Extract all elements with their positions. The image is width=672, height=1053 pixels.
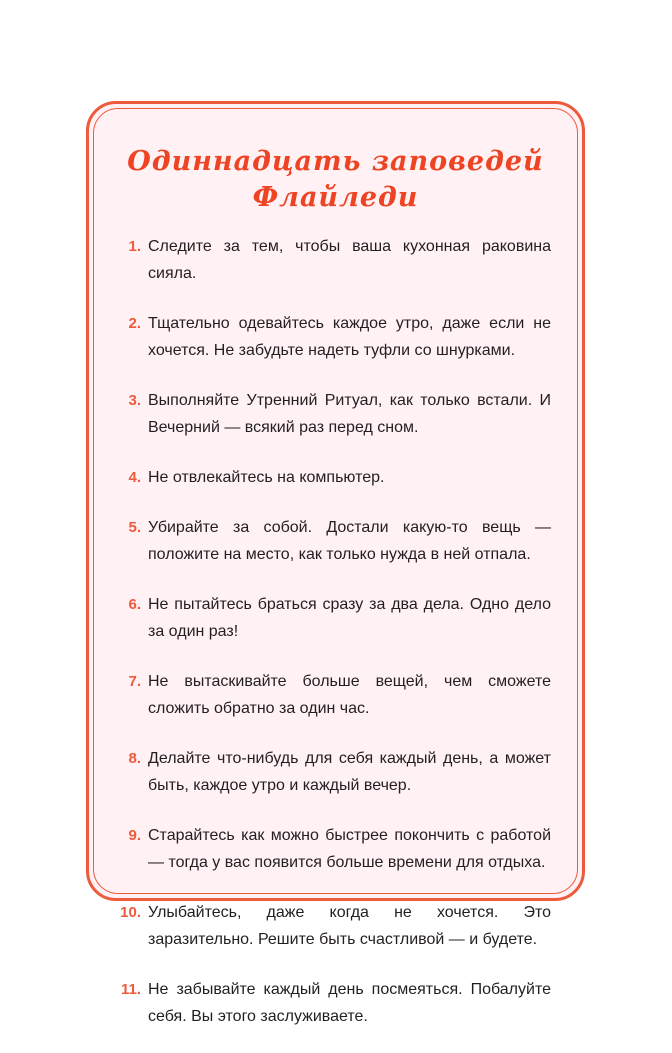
item-number: 3. bbox=[128, 392, 141, 409]
item-text: Следите за тем, чтобы ваша кухонная раковина сияла. bbox=[148, 238, 551, 282]
commandments-list bbox=[89, 233, 582, 1053]
list-item bbox=[89, 976, 582, 1030]
item-number: 4. bbox=[128, 469, 141, 486]
title-line-1: Одиннадцать заповедей bbox=[127, 146, 544, 177]
item-number: 7. bbox=[128, 673, 141, 690]
item-number: 9. bbox=[128, 827, 141, 844]
item-number: 5. bbox=[128, 519, 141, 536]
item-number: 11. bbox=[120, 981, 141, 998]
list-item bbox=[89, 387, 582, 441]
item-text: Делайте что-нибудь для себя каждый день, а может быть, каждое утро и каждый вечер. bbox=[148, 750, 551, 794]
item-text: Старайтесь как можно быстрее покончить с работой — тогда у вас появится больше времени для отдыха. bbox=[148, 827, 551, 871]
list-item bbox=[89, 514, 582, 568]
list-item bbox=[89, 822, 582, 876]
item-number: 1. bbox=[128, 238, 141, 255]
item-text: Улыбайтесь, даже когда не хочется. Это заразительно. Решите быть счастливой — и будете. bbox=[148, 904, 551, 948]
page-title bbox=[89, 144, 582, 216]
item-text: Не отвлекайтесь на компьютер. bbox=[148, 469, 385, 486]
list-item bbox=[89, 591, 582, 645]
commandments-card bbox=[86, 101, 585, 1025]
item-number: 2. bbox=[128, 315, 141, 332]
item-number: 10. bbox=[120, 904, 141, 921]
list-item bbox=[89, 464, 582, 491]
item-text: Не пытайтесь браться сразу за два дела. Одно дело за один раз! bbox=[148, 596, 551, 640]
list-item bbox=[89, 899, 582, 953]
list-item bbox=[89, 668, 582, 722]
item-text: Убирайте за собой. Достали какую-то вещь — положите на место, как только нужда в ней отпала. bbox=[148, 519, 551, 563]
item-number: 8. bbox=[128, 750, 141, 767]
list-item bbox=[89, 310, 582, 364]
title-line-2: Флайледи bbox=[252, 182, 419, 213]
list-item bbox=[89, 233, 582, 287]
item-text: Не вытаскивайте больше вещей, чем сможете сложить обратно за один час. bbox=[148, 673, 551, 717]
item-text: Тщательно одевайтесь каждое утро, даже если не хочется. Не забудьте надеть туфли со шнурками. bbox=[148, 315, 551, 359]
item-text: Не забывайте каждый день посмеяться. Побалуйте себя. Вы этого заслуживаете. bbox=[148, 981, 551, 1025]
item-number: 6. bbox=[128, 596, 141, 613]
item-text: Выполняйте Утренний Ритуал, как только встали. И Вечерний — всякий раз перед сном. bbox=[148, 392, 551, 436]
list-item bbox=[89, 745, 582, 799]
